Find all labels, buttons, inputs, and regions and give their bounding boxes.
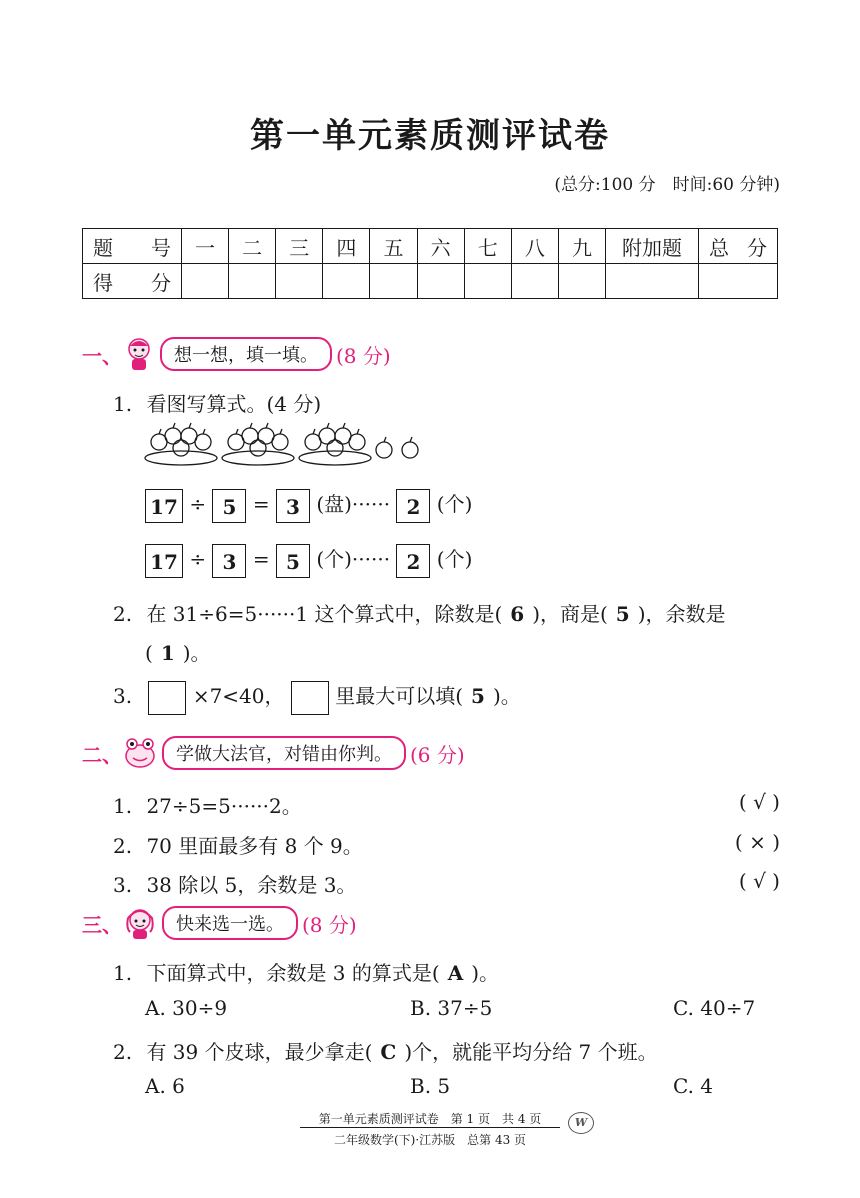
score-cell[interactable] [699,264,778,299]
score-col-extra: 附加题 [606,229,699,264]
answer-box[interactable]: 2 [396,544,430,578]
section-3-header [82,906,357,940]
score-cell[interactable] [229,264,276,299]
question-text: 里最大可以填( [335,684,464,708]
question-text: 有 39 个皮球，最少拿走( [146,1040,373,1064]
q3-2-option-b[interactable]: B. 5 [410,1074,451,1098]
question-text: )个，就能平均分给 7 个班。 [404,1040,658,1064]
score-cell[interactable] [276,264,323,299]
answer-box[interactable]: 5 [212,489,246,523]
judge-item-3 [113,869,356,898]
operator: = [252,492,270,516]
question-text: )，余数是 [637,602,726,626]
footer-line-2: 二年级数学(下)·江苏版 总第 43 页 [333,1133,527,1147]
boy-mascot-icon [122,336,156,372]
frog-mascot-icon [122,736,158,770]
exam-info: (总分:100 分 时间:60 分钟) [554,175,780,195]
score-cell[interactable] [464,264,511,299]
answer-text[interactable]: C [380,1040,397,1064]
question-label: 2. [113,834,133,858]
answer-text[interactable]: 1 [160,641,175,665]
q3-2-option-a[interactable]: A. 6 [145,1074,185,1098]
score-col-1: 一 [182,229,229,264]
score-table [82,228,778,299]
section-1-header [82,336,391,372]
score-cell[interactable] [558,264,605,299]
section-2-number: 二、 [82,742,122,767]
score-col-total: 总分 [699,229,778,264]
q3-1-option-b[interactable]: B. 37÷5 [410,996,493,1020]
question-text: )。 [182,641,211,665]
blank-box[interactable] [148,681,186,715]
score-col-2: 二 [229,229,276,264]
score-cell[interactable] [606,264,699,299]
answer-box[interactable]: 17 [145,544,183,578]
question-text: ( [145,641,153,665]
answer-box[interactable]: 3 [212,544,246,578]
unit-text: (个) [436,492,473,516]
question-label: 2. [113,602,133,626]
unit-text: (个) [436,547,473,571]
q3-2-option-c[interactable]: C. 4 [673,1074,714,1098]
score-table-header-row [83,229,778,264]
footer-divider [300,1127,560,1128]
judge-item-2 [113,830,363,859]
q1-2 [113,598,726,627]
answer-text[interactable]: 6 [510,602,525,626]
score-col-6: 六 [417,229,464,264]
question-text: 38 除以 5，余数是 3。 [146,873,357,897]
question-label: 1. [113,392,133,416]
q1-1 [113,388,321,417]
section-2-points: (6 分) [410,742,465,767]
equation-1 [145,488,472,523]
section-1-number: 一、 [82,343,122,368]
question-label: 1. [113,961,133,985]
blank-box[interactable] [291,681,329,715]
footer-line-1: 第一单元素质测评试卷 第 1 页 共 4 页 [318,1112,542,1126]
question-text: )，商是( [532,602,608,626]
girl-mascot-icon [122,906,158,940]
score-col-5: 五 [370,229,417,264]
unit-text: (盘)······ [316,492,391,516]
section-3-points: (8 分) [302,912,357,937]
question-text: 下面算式中，余数是 3 的算式是( [146,961,440,985]
question-label: 3. [113,873,133,897]
q3-1-option-c[interactable]: C. 40÷7 [673,996,756,1020]
question-text: 在 31÷6=5······1 这个算式中，除数是( [146,602,503,626]
q3-1-option-a[interactable]: A. 30÷9 [145,996,228,1020]
page-title: 第一单元素质测评试卷 [250,116,610,156]
score-row-head: 得分 [83,264,182,299]
score-col-7: 七 [464,229,511,264]
section-1-banner: 想一想，填一填。 [160,337,332,371]
judge-mark-3[interactable]: ( √ ) [738,869,780,893]
score-cell[interactable] [323,264,370,299]
publisher-logo-icon: W [568,1112,594,1134]
answer-box[interactable]: 17 [145,489,183,523]
section-1-points: (8 分) [336,343,391,368]
score-cell[interactable] [511,264,558,299]
answer-text[interactable]: 5 [471,684,485,708]
question-text: )。 [492,684,521,708]
answer-text[interactable]: 5 [615,602,630,626]
score-table-score-row [83,264,778,299]
section-3-number: 三、 [82,912,122,937]
question-text: )。 [471,961,500,985]
question-text: 27÷5=5······2。 [146,794,302,818]
answer-box[interactable]: 2 [396,489,430,523]
question-text: 70 里面最多有 8 个 9。 [146,834,363,858]
question-label: 2. [113,1040,133,1064]
answer-box[interactable]: 5 [276,544,310,578]
question-text: ×7<40， [192,684,285,708]
judge-mark-1[interactable]: ( √ ) [738,790,780,814]
score-cell[interactable] [182,264,229,299]
score-cell[interactable] [370,264,417,299]
question-label: 1. [113,794,133,818]
judge-item-1 [113,790,302,819]
judge-mark-2[interactable]: ( × ) [734,830,780,854]
q1-3 [113,680,521,715]
section-2-header [82,736,465,770]
score-cell[interactable] [417,264,464,299]
score-col-8: 八 [511,229,558,264]
q1-2-continued [145,637,211,666]
operator: ÷ [189,492,207,516]
operator: ÷ [189,547,207,571]
answer-text[interactable]: A [447,961,464,985]
section-3-banner: 快来选一选。 [162,906,298,940]
question-text: 看图写算式。(4 分) [146,392,322,416]
score-col-3: 三 [276,229,323,264]
apple-plates-illustration [143,422,433,468]
operator: = [252,547,270,571]
answer-box[interactable]: 3 [276,489,310,523]
q3-1 [113,957,499,986]
equation-2 [145,543,472,578]
unit-text: (个)······ [316,547,391,571]
score-col-4: 四 [323,229,370,264]
section-2-banner: 学做大法官，对错由你判。 [162,736,406,770]
q3-2 [113,1036,658,1065]
score-col-9: 九 [558,229,605,264]
score-table-row-head: 题号 [83,229,182,264]
question-label: 3. [113,684,133,708]
